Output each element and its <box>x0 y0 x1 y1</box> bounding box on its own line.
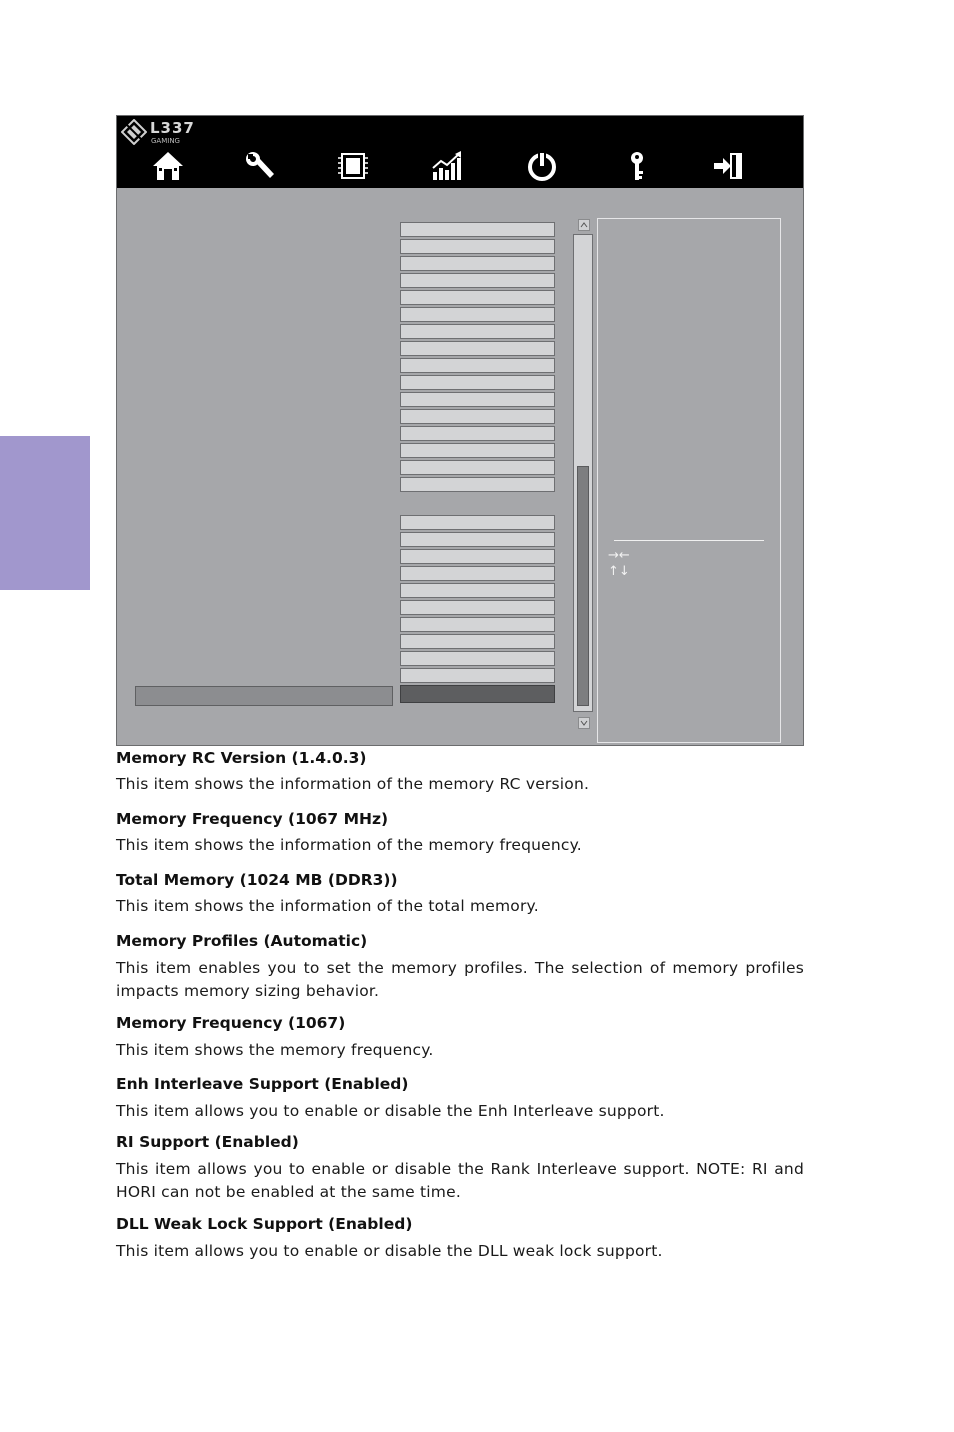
section-body: This item allows you to enable or disable the DLL weak lock support. <box>116 1242 663 1260</box>
bios-screenshot <box>116 115 804 746</box>
scrollbar-thumb[interactable] <box>577 466 589 706</box>
settings-field[interactable] <box>400 307 555 322</box>
scroll-down-button[interactable] <box>578 717 590 729</box>
help-panel <box>597 218 781 743</box>
selected-settings-field[interactable] <box>400 685 555 703</box>
settings-field[interactable] <box>400 600 555 615</box>
logo-subtitle: GAMING <box>151 137 180 145</box>
settings-field[interactable] <box>400 239 555 254</box>
section-body: This item allows you to enable or disable the Enh Interleave support. <box>116 1102 665 1120</box>
logo-emblem-icon <box>121 119 147 145</box>
home-icon[interactable] <box>151 150 185 182</box>
settings-field[interactable] <box>400 532 555 547</box>
scrollbar-track[interactable] <box>573 234 593 712</box>
section-title: Memory Profiles (Automatic) <box>116 932 368 950</box>
section-title: Memory Frequency (1067 MHz) <box>116 810 389 828</box>
settings-field-column-2 <box>400 515 555 705</box>
wrench-icon[interactable] <box>243 150 277 182</box>
scroll-up-button[interactable] <box>578 219 590 231</box>
settings-field[interactable] <box>400 583 555 598</box>
section-title: Enh Interleave Support (Enabled) <box>116 1075 409 1093</box>
section-body: This item allows you to enable or disable the Rank Interleave support. NOTE: RI and HORI can not be enabled at the same time. <box>116 1160 804 1201</box>
settings-field[interactable] <box>400 426 555 441</box>
chevron-down-icon <box>579 718 589 728</box>
chapter-side-tab <box>0 436 90 590</box>
settings-field[interactable] <box>400 273 555 288</box>
section-body: This item enables you to set the memory profiles. The selection of memory profiles impacts memory sizing behavior. <box>116 959 804 1000</box>
section-body: This item shows the memory frequency. <box>116 1041 434 1059</box>
chevron-up-icon <box>579 220 589 230</box>
section-title: Memory RC Version (1.4.0.3) <box>116 749 367 767</box>
section-title: Memory Frequency (1067) <box>116 1014 346 1032</box>
settings-field[interactable] <box>400 477 555 492</box>
settings-field[interactable] <box>400 392 555 407</box>
settings-field[interactable] <box>400 290 555 305</box>
settings-field[interactable] <box>400 358 555 373</box>
settings-field[interactable] <box>400 443 555 458</box>
settings-field[interactable] <box>400 634 555 649</box>
section-title: RI Support (Enabled) <box>116 1133 299 1151</box>
help-divider <box>614 540 764 541</box>
chart-icon[interactable] <box>430 150 464 182</box>
section-title: Total Memory (1024 MB (DDR3)) <box>116 871 398 889</box>
settings-field[interactable] <box>400 341 555 356</box>
settings-field[interactable] <box>400 668 555 683</box>
bios-menu-bar <box>117 116 803 188</box>
settings-field[interactable] <box>400 409 555 424</box>
power-icon[interactable] <box>525 150 559 182</box>
section-body: This item shows the information of the memory frequency. <box>116 836 582 854</box>
settings-field[interactable] <box>400 222 555 237</box>
settings-field[interactable] <box>400 375 555 390</box>
select-screen-key-hint: →← <box>608 548 630 563</box>
settings-field[interactable] <box>400 515 555 530</box>
section-body: This item shows the information of the total memory. <box>116 897 539 915</box>
settings-field[interactable] <box>400 324 555 339</box>
settings-field[interactable] <box>400 651 555 666</box>
exit-icon[interactable] <box>712 150 746 182</box>
settings-field[interactable] <box>400 460 555 475</box>
select-item-key-hint: ↑↓ <box>608 564 630 579</box>
section-title: DLL Weak Lock Support (Enabled) <box>116 1215 413 1233</box>
settings-field[interactable] <box>400 617 555 632</box>
l337-logo <box>121 119 221 147</box>
logo-word: L337 <box>150 119 195 137</box>
section-body: This item shows the information of the memory RC version. <box>116 775 590 793</box>
chip-icon[interactable] <box>336 150 370 182</box>
highlighted-item-bar[interactable] <box>135 686 393 706</box>
settings-field[interactable] <box>400 256 555 271</box>
settings-field[interactable] <box>400 549 555 564</box>
key-icon[interactable] <box>620 150 654 182</box>
settings-field[interactable] <box>400 566 555 581</box>
settings-field-column-1 <box>400 222 555 494</box>
